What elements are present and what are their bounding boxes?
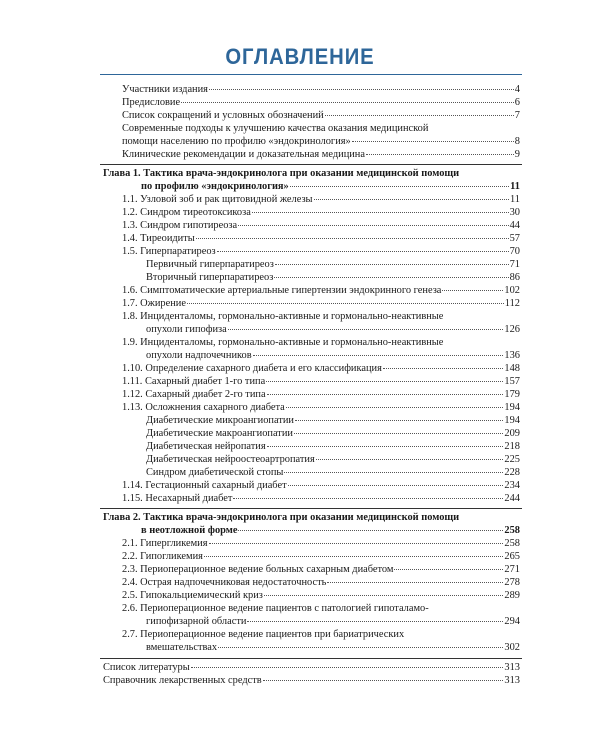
dot-leader [442, 290, 503, 291]
toc-entry-text: Диабетическая нейроостеоартропатия [146, 454, 315, 465]
dot-leader [327, 582, 503, 583]
toc-entry-page: 225 [504, 454, 520, 465]
toc-entry-text: 1.12. Сахарный диабет 2-го типа [122, 389, 266, 400]
dot-leader [325, 115, 514, 116]
toc-entry-line: Современные подходы к улучшению качества оказания медицинской [122, 123, 429, 134]
toc-entry-text: 1.11. Сахарный диабет 1-го типа [122, 376, 266, 387]
dot-leader [290, 186, 509, 187]
toc-entry-page: 209 [504, 428, 520, 439]
toc-entry-text: 1.5. Гиперпаратиреоз [122, 246, 216, 257]
toc-entry-1-12[interactable] [122, 388, 520, 401]
toc-entry-text: гипофизарной области [146, 616, 247, 627]
toc-entry-text: 1.7. Ожирение [122, 298, 186, 309]
toc-entry-text: 2.2. Гипогликемия [122, 551, 203, 562]
toc-entry-2-3[interactable] [122, 563, 520, 576]
toc-entry-text: в неотложной форме [141, 525, 238, 536]
toc-entry-page: 278 [504, 577, 520, 588]
toc-entry-page: 6 [514, 97, 520, 108]
toc-entry-1-3[interactable] [122, 219, 520, 232]
dot-leader [228, 329, 504, 330]
dot-leader [284, 472, 503, 473]
toc-entry-page: 258 [504, 525, 520, 536]
toc-entry-chapter-1[interactable] [141, 180, 520, 193]
toc-entry-abbreviations[interactable] [122, 109, 520, 122]
toc-entry-1-14[interactable] [122, 479, 520, 492]
toc-entry-page: 11 [510, 181, 520, 192]
toc-entry-1-1[interactable] [122, 193, 520, 206]
toc-entry-text: помощи населению по профилю «эндокринология» [122, 136, 351, 147]
toc-entry-1-11[interactable] [122, 375, 520, 388]
toc-entry-page: 228 [504, 467, 520, 478]
toc-entry-page: 289 [504, 590, 520, 601]
toc-entry-1-9[interactable] [146, 349, 520, 362]
toc-entry-page: 271 [504, 564, 520, 575]
toc-entry-page: 8 [514, 136, 520, 147]
toc-entry-text: опухоли гипофиза [146, 324, 227, 335]
dot-leader [266, 381, 503, 382]
toc-entry-page: 244 [504, 493, 520, 504]
toc-entry-text: 1.13. Осложнения сахарного диабета [122, 402, 285, 413]
toc-entry-text: Синдром диабетической стопы [146, 467, 284, 478]
toc-entry-page: 70 [509, 246, 520, 257]
toc-entry-2-4[interactable] [122, 576, 520, 589]
toc-entry-2-5[interactable] [122, 589, 520, 602]
toc-entry-page: 4 [514, 84, 520, 95]
toc-entry-page: 126 [504, 324, 520, 335]
toc-entry-page: 157 [504, 376, 520, 387]
section-divider [100, 508, 522, 509]
toc-entry-text: 1.14. Гестационный сахарный диабет [122, 480, 287, 491]
dot-leader [233, 498, 503, 499]
toc-entry-page: 11 [509, 194, 520, 205]
toc-entry-1-2[interactable] [122, 206, 520, 219]
toc-entry-text: Вторичный гиперпаратиреоз [146, 272, 274, 283]
dot-leader [286, 407, 504, 408]
dot-leader [187, 303, 504, 304]
toc-entry-page: 258 [504, 538, 520, 549]
dot-leader [295, 420, 503, 421]
toc-entry-text: 1.10. Определение сахарного диабета и его классификация [122, 363, 382, 374]
toc-entry-text: Диабетическая нейропатия [146, 441, 266, 452]
dot-leader [264, 595, 504, 596]
dot-leader [366, 154, 514, 155]
toc-entry-macroangiopathies[interactable] [146, 427, 520, 440]
toc-entry-neuroosteoarthropathy[interactable] [146, 453, 520, 466]
toc-entry-text: 1.2. Синдром тиреотоксикоза [122, 207, 251, 218]
toc-entry-2-2[interactable] [122, 550, 520, 563]
toc-entry-text: Справочник лекарственных средств [103, 675, 262, 686]
dot-leader [191, 667, 504, 668]
toc-entry-modern-approaches[interactable] [122, 135, 520, 148]
toc-entry-page: 294 [504, 616, 520, 627]
toc-entry-text: Предисловие [122, 97, 181, 108]
page-title: ОГЛАВЛЕНИЕ [225, 44, 375, 69]
toc-entry-text: Клинические рекомендации и доказательная медицина [122, 149, 365, 160]
chapter-1-heading: Глава 1. Тактика врача-эндокринолога при оказании медицинской помощи [103, 168, 460, 179]
dot-leader [294, 433, 503, 434]
toc-entry-page: 86 [509, 272, 520, 283]
toc-entry-contributors[interactable] [122, 83, 520, 96]
toc-entry-2-6[interactable] [146, 615, 520, 628]
toc-entry-1-7[interactable] [122, 297, 520, 310]
dot-leader [275, 264, 509, 265]
toc-entry-text: по профилю «эндокринология» [141, 181, 289, 192]
toc-entry-references[interactable] [103, 661, 520, 674]
toc-entry-1-13[interactable] [122, 401, 520, 414]
toc-entry-line: 1.9. Инциденталомы, гормонально-активные и гормонально-неактивные [122, 337, 444, 348]
toc-entry-drug-reference[interactable] [103, 674, 520, 687]
dot-leader [288, 485, 504, 486]
toc-entry-secondary-hyperparathyroidism[interactable] [146, 271, 520, 284]
toc-entry-text: Список сокращений и условных обозначений [122, 110, 324, 121]
toc-entry-page: 148 [504, 363, 520, 374]
toc-entry-preface[interactable] [122, 96, 520, 109]
toc-entry-page: 57 [509, 233, 520, 244]
toc-entry-page: 194 [504, 415, 520, 426]
dot-leader [274, 277, 508, 278]
toc-entry-1-10[interactable] [122, 362, 520, 375]
toc-entry-page: 302 [504, 642, 520, 653]
toc-entry-page: 71 [509, 259, 520, 270]
dot-leader [238, 225, 508, 226]
toc-entry-text: Участники издания [122, 84, 208, 95]
toc-entry-microangiopathies[interactable] [146, 414, 520, 427]
toc-entry-text: Список литературы [103, 662, 190, 673]
toc-entry-text: Диабетические микроангиопатии [146, 415, 294, 426]
dot-leader [394, 569, 503, 570]
toc-entry-page: 234 [504, 480, 520, 491]
dot-leader [267, 446, 504, 447]
dot-leader [253, 355, 504, 356]
section-divider [100, 658, 522, 659]
dot-leader [196, 238, 509, 239]
toc-entry-page: 7 [514, 110, 520, 121]
dot-leader [352, 141, 514, 142]
toc-entry-page: 30 [509, 207, 520, 218]
toc-entry-text: 2.5. Гипокальциемический криз [122, 590, 263, 601]
dot-leader [209, 543, 504, 544]
toc-entry-diabetic-foot[interactable] [146, 466, 520, 479]
toc-entry-text: опухоли надпочечников [146, 350, 252, 361]
toc-entry-page: 9 [514, 149, 520, 160]
toc-entry-1-4[interactable] [122, 232, 520, 245]
toc-entry-clinical-guidelines[interactable] [122, 148, 520, 161]
toc-entry-2-1[interactable] [122, 537, 520, 550]
toc-entry-chapter-2[interactable] [141, 524, 520, 537]
toc-entry-text: 2.1. Гипергликемия [122, 538, 208, 549]
toc-entry-page: 179 [504, 389, 520, 400]
dot-leader [267, 394, 504, 395]
toc-entry-line: 1.8. Инциденталомы, гормонально-активные и гормонально-неактивные [122, 311, 444, 322]
chapter-2-heading: Глава 2. Тактика врача-эндокринолога при оказании медицинской помощи [103, 512, 460, 523]
toc-entry-page: 194 [504, 402, 520, 413]
toc-entry-page: 265 [504, 551, 520, 562]
toc-entry-page: 112 [504, 298, 520, 309]
toc-entry-page: 44 [509, 220, 520, 231]
dot-leader [209, 89, 514, 90]
toc-entry-page: 102 [504, 285, 520, 296]
toc-entry-text: Диабетические макроангиопатии [146, 428, 293, 439]
toc-entry-text: 1.3. Синдром гипотиреоза [122, 220, 238, 231]
toc-entry-text: 1.6. Симптоматические артериальные гипертензии эндокринного генеза [122, 285, 442, 296]
dot-leader [252, 212, 509, 213]
dot-leader [316, 459, 504, 460]
toc-entry-2-7[interactable] [146, 641, 520, 654]
toc-entry-primary-hyperparathyroidism[interactable] [146, 258, 520, 271]
toc-entry-neuropathy[interactable] [146, 440, 520, 453]
toc-entry-text: вмешательствах [146, 642, 218, 653]
title-rule [100, 74, 522, 75]
toc-entry-line: 2.7. Периоперационное ведение пациентов при бариатрических [122, 629, 405, 640]
dot-leader [218, 647, 503, 648]
toc-entry-1-6[interactable] [122, 284, 520, 297]
toc-entry-page: 136 [504, 350, 520, 361]
toc-entry-text: 2.3. Периоперационное ведение больных сахарным диабетом [122, 564, 394, 575]
dot-leader [383, 368, 504, 369]
toc-entry-text: Первичный гиперпаратиреоз [146, 259, 274, 270]
dot-leader [247, 621, 503, 622]
toc-entry-page: 313 [504, 662, 520, 673]
toc-entry-page: 313 [504, 675, 520, 686]
toc-entry-1-15[interactable] [122, 492, 520, 505]
dot-leader [217, 251, 509, 252]
toc-entry-1-5[interactable] [122, 245, 520, 258]
dot-leader [263, 680, 504, 681]
section-divider [100, 164, 522, 165]
dot-leader [204, 556, 503, 557]
toc-entry-page: 218 [504, 441, 520, 452]
dot-leader [181, 102, 514, 103]
toc-entry-text: 1.15. Несахарный диабет [122, 493, 233, 504]
toc-entry-text: 1.1. Узловой зоб и рак щитовидной железы [122, 194, 313, 205]
toc-entry-text: 1.4. Тиреоидиты [122, 233, 195, 244]
toc-entry-line: 2.6. Периоперационное ведение пациентов с патологией гипоталамо- [122, 603, 429, 614]
dot-leader [314, 199, 509, 200]
toc-entry-text: 2.4. Острая надпочечниковая недостаточность [122, 577, 327, 588]
dot-leader [238, 530, 503, 531]
toc-entry-1-8[interactable] [146, 323, 520, 336]
